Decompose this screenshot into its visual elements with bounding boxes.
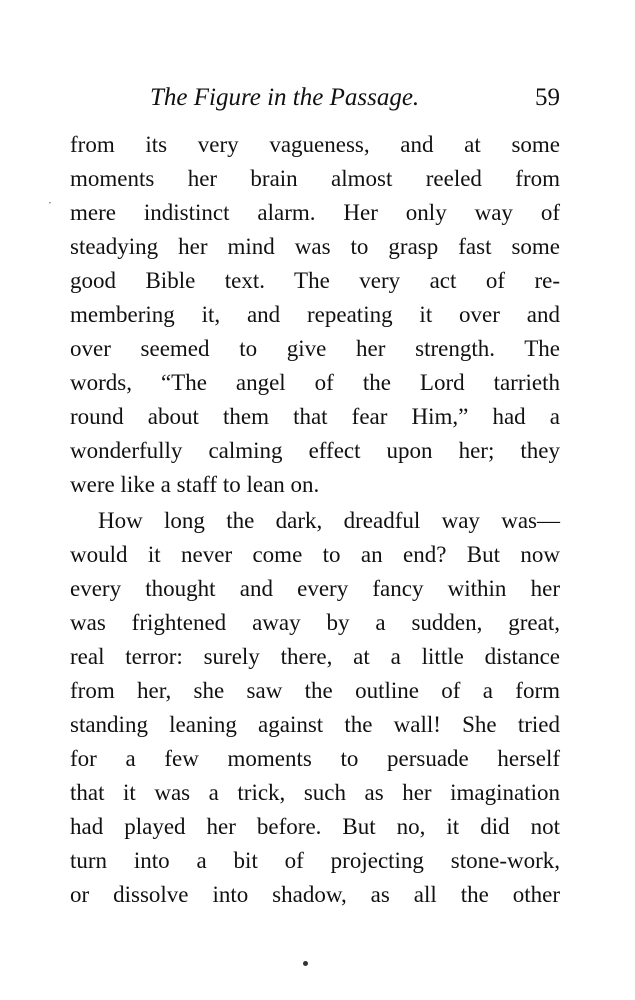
text-line: or dissolve into shadow, as all the other xyxy=(70,882,560,907)
text-line: moments her brain almost reeled from xyxy=(70,166,560,191)
text-line: wonderfully calming effect upon her; they xyxy=(70,438,560,463)
text-line: turn into a bit of projecting stone-work, xyxy=(70,848,560,873)
text-line: from its very vagueness, and at some xyxy=(70,132,560,157)
text-line: words, “The angel of the Lord tarrieth xyxy=(70,370,560,395)
text-line: How long the dark, dreadful way was— xyxy=(98,508,560,533)
text-line: for a few moments to persuade herself xyxy=(70,746,560,771)
paragraph-2 xyxy=(70,504,560,912)
text-line: from her, she saw the outline of a form xyxy=(70,678,560,703)
running-title: The Figure in the Passage. xyxy=(150,84,420,111)
running-head xyxy=(150,84,570,118)
text-line: every thought and every fancy within her xyxy=(70,576,560,601)
text-line: steadying her mind was to grasp fast some xyxy=(70,234,560,259)
text-line: would it never come to an end? But now xyxy=(70,542,560,567)
footer-dot xyxy=(303,961,308,966)
text-line: that it was a trick, such as her imagination xyxy=(70,780,560,805)
text-line: was frightened away by a sudden, great, xyxy=(70,610,560,635)
text-line: mere indistinct alarm. Her only way of xyxy=(70,200,560,225)
page-number: 59 xyxy=(535,84,560,111)
margin-mark: · xyxy=(48,196,52,210)
text-line: membering it, and repeating it over and xyxy=(70,302,560,327)
text-line: were like a staff to lean on. xyxy=(70,472,320,497)
text-line: standing leaning against the wall! She tried xyxy=(70,712,560,737)
text-line: real terror: surely there, at a little distance xyxy=(70,644,560,669)
body-text xyxy=(70,128,560,912)
paragraph-1 xyxy=(70,128,560,502)
text-line: good Bible text. The very act of re- xyxy=(70,268,560,293)
text-line: had played her before. But no, it did not xyxy=(70,814,560,839)
text-line: round about them that fear Him,” had a xyxy=(70,404,560,429)
text-line: over seemed to give her strength. The xyxy=(70,336,560,361)
